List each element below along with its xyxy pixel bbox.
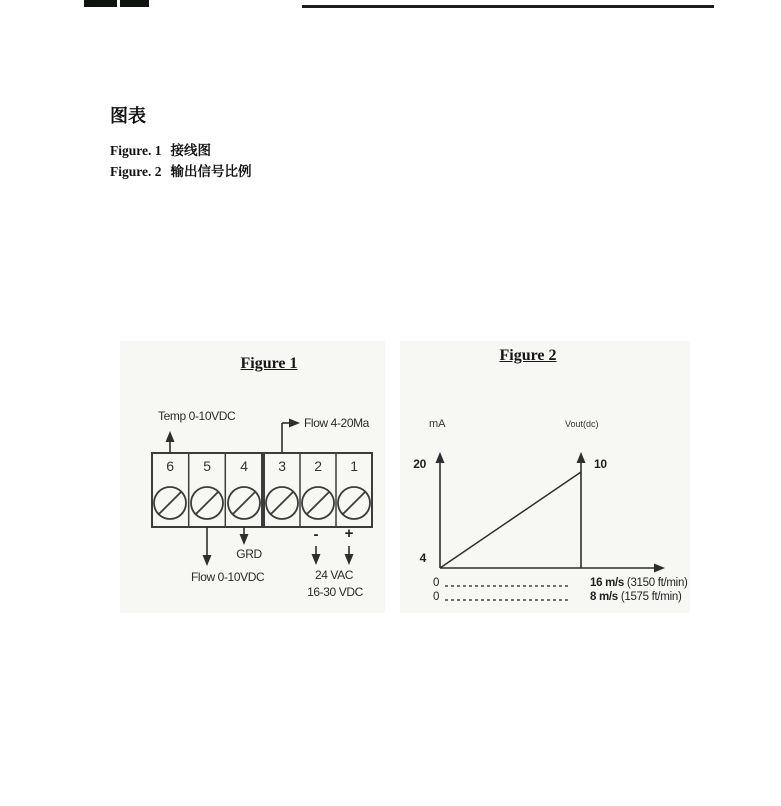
wire-arrows	[166, 419, 354, 567]
range-dashed-lines	[445, 586, 568, 600]
range-row2-speed	[590, 591, 681, 603]
left-axis-min: 4	[419, 551, 426, 565]
left-axis-max: 20	[413, 457, 426, 471]
terminal-4: 4	[240, 458, 248, 474]
left-axis-label: mA	[429, 418, 446, 430]
terminal-1: 1	[350, 458, 358, 474]
range-row2-zero: 0	[433, 591, 440, 603]
header-rule	[302, 5, 714, 8]
toc-label: Figure. 2	[110, 164, 162, 179]
label-24vac: 24 VAC	[314, 568, 354, 582]
label-flow-4-20ma: Flow 4-20Ma	[304, 416, 369, 430]
terminal-3: 3	[278, 458, 286, 474]
right-axis-label: Vout(dc)	[565, 419, 599, 429]
figure2-output-signal-chart	[400, 341, 690, 613]
toc-entry-figure2	[110, 160, 252, 180]
range-row1-zero: 0	[433, 577, 440, 589]
chart-line	[440, 472, 581, 568]
minus-sign: -	[313, 526, 319, 543]
toc-title: 接线图	[170, 143, 211, 158]
chart-axes	[436, 452, 666, 573]
speed-value: 16 m/s	[590, 577, 625, 589]
logo-mark	[120, 0, 149, 7]
terminal-5: 5	[203, 458, 211, 474]
toc-label: Figure. 1	[110, 143, 162, 158]
toc-entry-figure1	[110, 139, 211, 159]
terminal-2: 2	[314, 458, 322, 474]
speed-detail: (1575 ft/min)	[617, 591, 682, 603]
terminal-6: 6	[166, 458, 174, 474]
figure1-title: Figure 1	[240, 355, 298, 372]
figure2-title: Figure 2	[499, 347, 557, 364]
label-flow-0-10vdc: Flow 0-10VDC	[191, 570, 265, 584]
figure1-wiring-diagram	[120, 341, 385, 613]
speed-value: 8 m/s	[590, 591, 618, 603]
logo-mark	[84, 0, 117, 7]
plus-sign: +	[344, 525, 354, 542]
signal-chart-graphic	[400, 341, 690, 613]
range-row1-speed	[590, 577, 688, 589]
label-temp-output: Temp 0-10VDC	[158, 409, 236, 423]
label-grd: GRD	[236, 547, 262, 561]
toc-title: 输出信号比例	[170, 164, 252, 179]
right-axis-max: 10	[594, 457, 607, 471]
page-title: 图表	[110, 106, 146, 126]
speed-detail: (3150 ft/min)	[624, 577, 688, 589]
label-16-30vdc: 16-30 VDC	[307, 585, 363, 599]
